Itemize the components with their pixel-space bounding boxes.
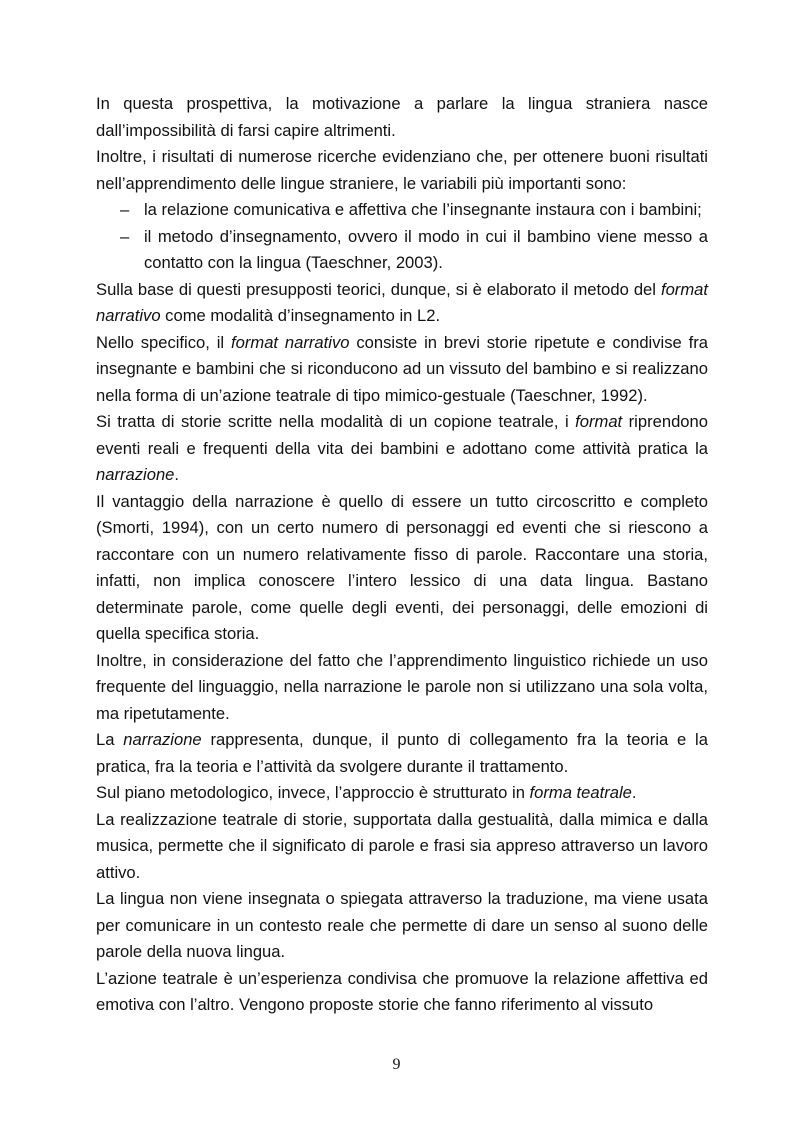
text-run: . <box>631 783 637 802</box>
italic-term: narrazione <box>123 730 202 749</box>
list-item <box>96 197 708 224</box>
list-item-text: la relazione comunicativa e affettiva che l’insegnante instaura con i bambini; <box>144 200 702 219</box>
paragraph-1: In questa prospettiva, la motivazione a parlare la lingua straniera nasce dall’impossibilità di farsi capire altrimenti. <box>96 94 708 140</box>
text-run: riprendono eventi reali e frequenti della vita dei bambini e adottano come attività pratica la <box>96 412 708 458</box>
text-run: Nello specifico, il <box>96 332 232 352</box>
paragraph-7: Inoltre, in considerazione del fatto che l’apprendimento linguistico richiede un uso frequente del linguaggio, nella narrazione le parole non si utilizzano una sola volta, ma ripetutamente. <box>96 650 708 723</box>
paragraph-6: Il vantaggio della narrazione è quello di essere un tutto circoscritto e completo (Smorti, 1994), con un certo numero di personaggi ed eventi che si riescono a raccontare con un numero relativamente fisso di parole. Raccontare una storia, infatti, non implica conoscere l’intero lessico di una data lingua. Bastano determinate parole, come quelle degli eventi, dei personaggi, delle emozioni di quella specifica storia. <box>96 491 708 643</box>
list-item <box>96 224 708 277</box>
paragraph-12: L’azione teatrale è un’esperienza condivisa che promuove la relazione affettiva ed emotiva con l’altro. Vengono proposte storie che fanno riferimento al vissuto <box>96 968 708 1014</box>
body-text <box>96 91 708 1019</box>
list-dash: – <box>120 200 130 219</box>
paragraph-2: Inoltre, i risultati di numerose ricerche evidenziano che, per ottenere buoni risultati nell’apprendimento delle lingue straniere, le variabili più importanti sono: <box>96 147 708 193</box>
text-run: . <box>174 465 180 484</box>
paragraph-8 <box>96 727 708 780</box>
paragraph-11: La lingua non viene insegnata o spiegata attraverso la traduzione, ma viene usata per comunicare in un contesto reale che permette di dare un senso al suono delle parole della nuova lingua. <box>96 889 708 961</box>
text-run: consiste in brevi storie ripetute e condivise fra insegnante e bambini che si riconducono ad un vissuto del bambino e si realizzano nella forma di un’azione teatrale di tipo mimico-gestuale (Taeschner, 1992). <box>96 332 708 405</box>
paragraph-4 <box>96 330 708 410</box>
paragraph-5 <box>96 409 708 489</box>
italic-term: forma teatrale <box>529 783 632 802</box>
italic-term: narrazione <box>96 465 175 484</box>
list-dash: – <box>120 226 130 246</box>
text-run: Sulla base di questi presupposti teorici, dunque, si è elaborato il metodo del <box>96 279 661 299</box>
text-run: come modalità d’insegnamento in L2. <box>160 306 441 325</box>
page-number: 9 <box>392 1056 401 1073</box>
italic-term: format narrativo <box>96 279 708 325</box>
paragraph-3 <box>96 277 708 330</box>
text-run: Si tratta di storie scritte nella modalità di un copione teatrale, i <box>96 412 576 431</box>
italic-term: format <box>575 412 623 431</box>
text-run: Sul piano metodologico, invece, l’approccio è strutturato in <box>96 783 530 802</box>
text-run: rappresenta, dunque, il punto di collegamento fra la teoria e la pratica, fra la teoria e l’attività da svolgere durante il trattamento. <box>96 730 708 776</box>
paragraph-9 <box>96 780 708 807</box>
italic-term: format narrativo <box>231 332 350 352</box>
text-run: La <box>96 730 124 749</box>
paragraph-10: La realizzazione teatrale di storie, supportata dalla gestualità, dalla mimica e dalla musica, permette che il significato di parole e frasi sia appreso attraverso un lavoro attivo. <box>96 809 708 882</box>
list-item-text: il metodo d’insegnamento, ovvero il modo in cui il bambino viene messo a contatto con la lingua (Taeschner, 2003). <box>144 226 708 272</box>
